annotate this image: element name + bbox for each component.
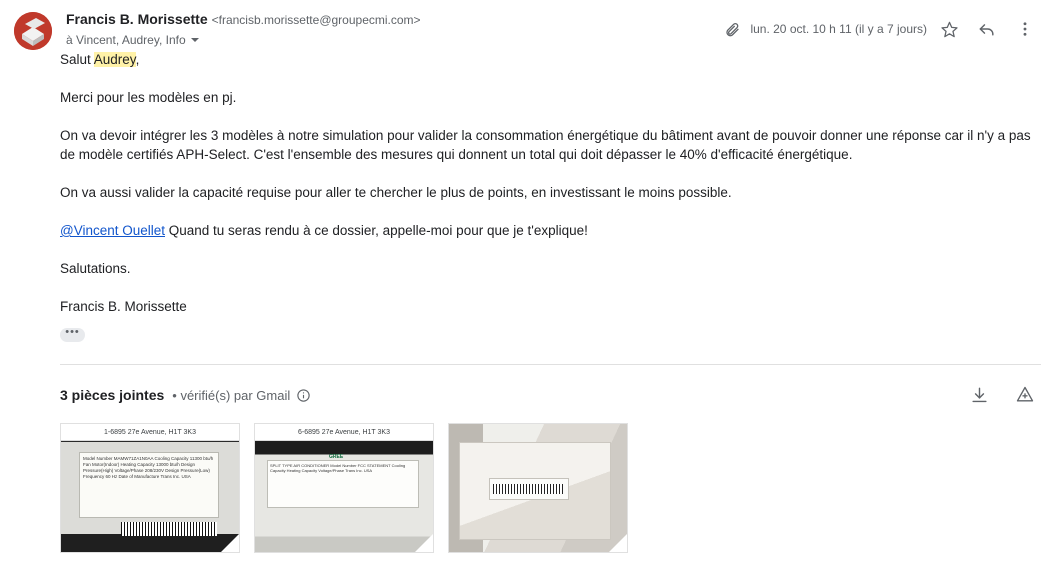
download-all-icon[interactable] (963, 379, 995, 411)
signature: Francis B. Morissette (60, 299, 187, 314)
barcode-3 (493, 484, 563, 494)
recipients-text: à Vincent, Audrey, Info (66, 33, 186, 47)
mention-link[interactable]: @Vincent Ouellet (60, 223, 166, 238)
show-trimmed-content-button[interactable] (60, 328, 85, 342)
thumbnail-corner-fold-1 (221, 534, 239, 552)
greeting-name-highlight: Audrey (93, 52, 136, 67)
sender-block (66, 10, 724, 47)
message-body (0, 50, 1055, 342)
greeting-line (60, 50, 1041, 69)
attachment-thumbnail-2[interactable] (254, 423, 434, 553)
star-icon[interactable] (933, 13, 965, 45)
attachment-caption-2: 6-6895 27e Avenue, H1T 3K3 (255, 424, 433, 441)
paragraph-2: On va devoir intégrer les 3 modèles à notre simulation pour valider la consommation énergétique du bâtiment avant de pouvoir donner une réponse car il n'y a pas de modèle certifiés APH-Select. C'est l'ensemble des mesures qui donnent un total qui doit dépasser le 40% d'efficacité énergétique. (60, 128, 1031, 162)
attachments-thumbnails (0, 411, 1055, 553)
thumbnail-corner-fold-2 (415, 534, 433, 552)
header-actions (724, 13, 1041, 45)
recipients-line[interactable] (66, 33, 724, 47)
paragraph-4-rest: Quand tu seras rendu à ce dossier, appelle-moi pour que je t'explique! (165, 223, 588, 238)
paragraph-5: Salutations. (60, 261, 131, 276)
attachment-image-3 (449, 424, 627, 552)
attachment-thumbnail-3[interactable] (448, 423, 628, 553)
reply-icon[interactable] (971, 13, 1003, 45)
attachment-caption-1: 1-6895 27e Avenue, H1T 3K3 (61, 424, 239, 441)
avatar[interactable] (14, 12, 52, 50)
thumbnail-corner-fold-3 (609, 534, 627, 552)
greeting-prefix: Salut (60, 52, 94, 67)
attachments-actions (949, 379, 1041, 411)
sender-email[interactable]: <francisb.morissette@groupecmi.com> (211, 13, 421, 27)
more-options-icon[interactable] (1009, 13, 1041, 45)
attachments-header (0, 365, 1055, 411)
attachment-image-2 (255, 424, 433, 552)
attachment-thumbnail-1[interactable] (60, 423, 240, 553)
trimmed-dots-label: ••• (65, 326, 80, 338)
chevron-down-icon[interactable] (191, 38, 199, 42)
attachments-verified-label: • vérifié(s) par Gmail (172, 387, 291, 403)
greeting-suffix: , (135, 52, 140, 67)
attachment-image-1 (61, 424, 239, 552)
sender-line (66, 10, 724, 29)
message-header (0, 0, 1055, 50)
attachments-count: 3 pièces jointes (60, 387, 165, 403)
paragraph-4 (60, 221, 1041, 240)
barcode-1 (121, 522, 217, 536)
info-icon[interactable] (296, 388, 311, 403)
brand-logo-text-2: GREE (329, 454, 344, 460)
sender-name[interactable]: Francis B. Morissette (66, 11, 208, 27)
attachment-label-text-2: SPLIT TYPE AIR CONDITIONER Model Number FCC STATEMENT Cooling Capacity Heating Capacity Voltage/Phase Trans Inc. USA (267, 460, 419, 508)
attachment-clip-icon (724, 21, 740, 37)
save-to-drive-icon[interactable] (1009, 379, 1041, 411)
paragraph-1: Merci pour les modèles en pj. (60, 90, 237, 105)
paragraph-3: On va aussi valider la capacité requise pour aller te chercher le plus de points, en investissant le moins possible. (60, 185, 732, 200)
attachment-label-text-1: Model Number MAMW71ZA1N0AA Cooling Capacity 11300 btu/h Fan Motor(Indoor) Heating Capacity 13000 btu/h Design Pressure(High) Voltage/Phase 208/230V Design Pressure(Low) Frequency 60 Hz Date of Manufacture Trans Inc. USA (79, 452, 219, 518)
message-date[interactable]: lun. 20 oct. 10 h 11 (il y a 7 jours) (750, 22, 927, 36)
